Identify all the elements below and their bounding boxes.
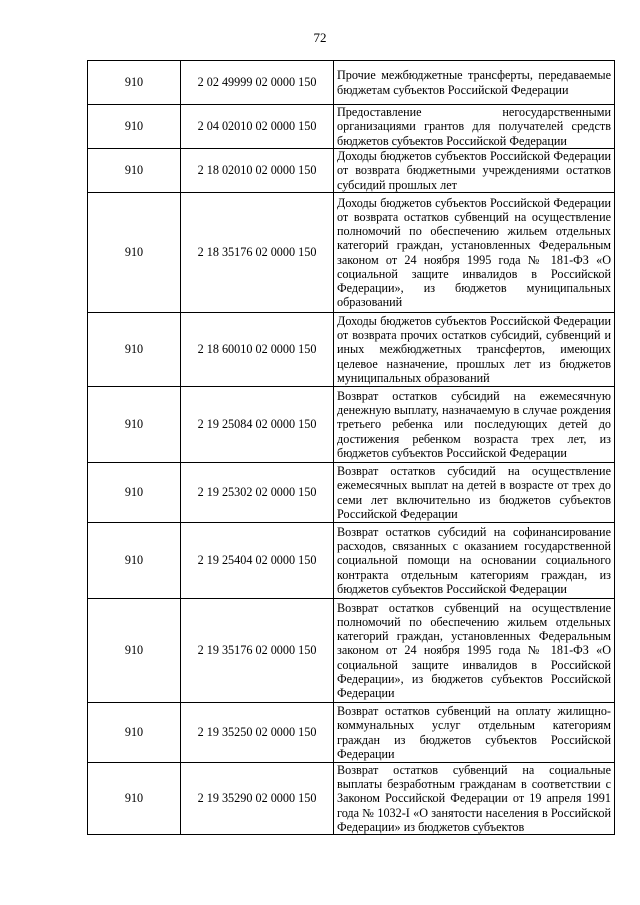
table-row (88, 463, 615, 523)
budget-code-cell: 2 19 35290 02 0000 150 (181, 763, 334, 835)
budget-code-cell: 2 19 25302 02 0000 150 (181, 463, 334, 523)
admin-code-cell: 910 (88, 61, 181, 105)
description-cell: Доходы бюджетов субъектов Российской Федерации от возврата прочих остатков субсидий, субвенций и иных межбюджетных трансфертов, имеющих целевое назначение, прошлых лет из бюджетов муниципальных образований (334, 313, 615, 387)
description-cell: Предоставление негосударственными организациями грантов для получателей средств бюджетов субъектов Российской Федерации (334, 105, 615, 149)
admin-code-cell: 910 (88, 463, 181, 523)
admin-code-cell: 910 (88, 387, 181, 463)
admin-code-cell: 910 (88, 313, 181, 387)
budget-code-cell: 2 19 25404 02 0000 150 (181, 523, 334, 599)
budget-code-cell: 2 18 02010 02 0000 150 (181, 149, 334, 193)
budget-code-cell: 2 18 60010 02 0000 150 (181, 313, 334, 387)
table-row (88, 149, 615, 193)
table-row (88, 193, 615, 313)
budget-code-cell: 2 04 02010 02 0000 150 (181, 105, 334, 149)
admin-code-cell: 910 (88, 193, 181, 313)
table-row (88, 61, 615, 105)
table-row (88, 313, 615, 387)
admin-code-cell: 910 (88, 105, 181, 149)
description-cell: Прочие межбюджетные трансферты, передаваемые бюджетам субъектов Российской Федерации (334, 61, 615, 105)
budget-classification-table (87, 60, 615, 835)
description-cell: Возврат остатков субвенций на социальные выплаты безработным гражданам в соответствии с Законом Российской Федерации от 19 апреля 1991 года № 1032-I «О занятости населения в Российской Федерации» из бюджетов субъектов (334, 763, 615, 835)
description-cell: Возврат остатков субсидий на осуществление ежемесячных выплат на детей в возрасте от трех до семи лет включительно из бюджетов субъектов Российской Федерации (334, 463, 615, 523)
description-cell: Возврат остатков субвенций на осуществление полномочий по обеспечению жильем отдельных категорий граждан, установленных Федеральным законом от 24 ноября 1995 года № 181-ФЗ «О социальной защите инвалидов в Российской Федерации», из бюджетов субъектов Российской Федерации (334, 599, 615, 703)
description-cell: Доходы бюджетов субъектов Российской Федерации от возврата остатков субвенций на осуществление полномочий по обеспечению жильем отдельных категорий граждан, установленных Федеральным законом от 24 ноября 1995 года № 181-ФЗ «О социальной защите инвалидов в Российской Федерации», из бюджетов муниципальных образований (334, 193, 615, 313)
admin-code-cell: 910 (88, 763, 181, 835)
budget-code-cell: 2 02 49999 02 0000 150 (181, 61, 334, 105)
table-row (88, 703, 615, 763)
table-row (88, 763, 615, 835)
admin-code-cell: 910 (88, 599, 181, 703)
table-row (88, 105, 615, 149)
description-cell: Доходы бюджетов субъектов Российской Федерации от возврата бюджетными учреждениями остатков субсидий прошлых лет (334, 149, 615, 193)
page-number: 72 (313, 30, 327, 45)
budget-code-cell: 2 18 35176 02 0000 150 (181, 193, 334, 313)
table-row (88, 599, 615, 703)
admin-code-cell: 910 (88, 703, 181, 763)
table-row (88, 523, 615, 599)
description-cell: Возврат остатков субсидий на ежемесячную денежную выплату, назначаемую в случае рождения третьего ребенка или последующих детей до достижения ребенком возраста трех лет, из бюджетов субъектов Российской Федерации (334, 387, 615, 463)
budget-code-cell: 2 19 35250 02 0000 150 (181, 703, 334, 763)
budget-code-cell: 2 19 35176 02 0000 150 (181, 599, 334, 703)
description-cell: Возврат остатков субсидий на софинансирование расходов, связанных с оказанием государственной социальной помощи на основании социального контракта отдельным категориям граждан, из бюджетов субъектов Российской Федерации (334, 523, 615, 599)
admin-code-cell: 910 (88, 149, 181, 193)
budget-code-cell: 2 19 25084 02 0000 150 (181, 387, 334, 463)
table-row (88, 387, 615, 463)
admin-code-cell: 910 (88, 523, 181, 599)
description-cell: Возврат остатков субвенций на оплату жилищно-коммунальных услуг отдельным категориям граждан из бюджетов субъектов Российской Федерации (334, 703, 615, 763)
